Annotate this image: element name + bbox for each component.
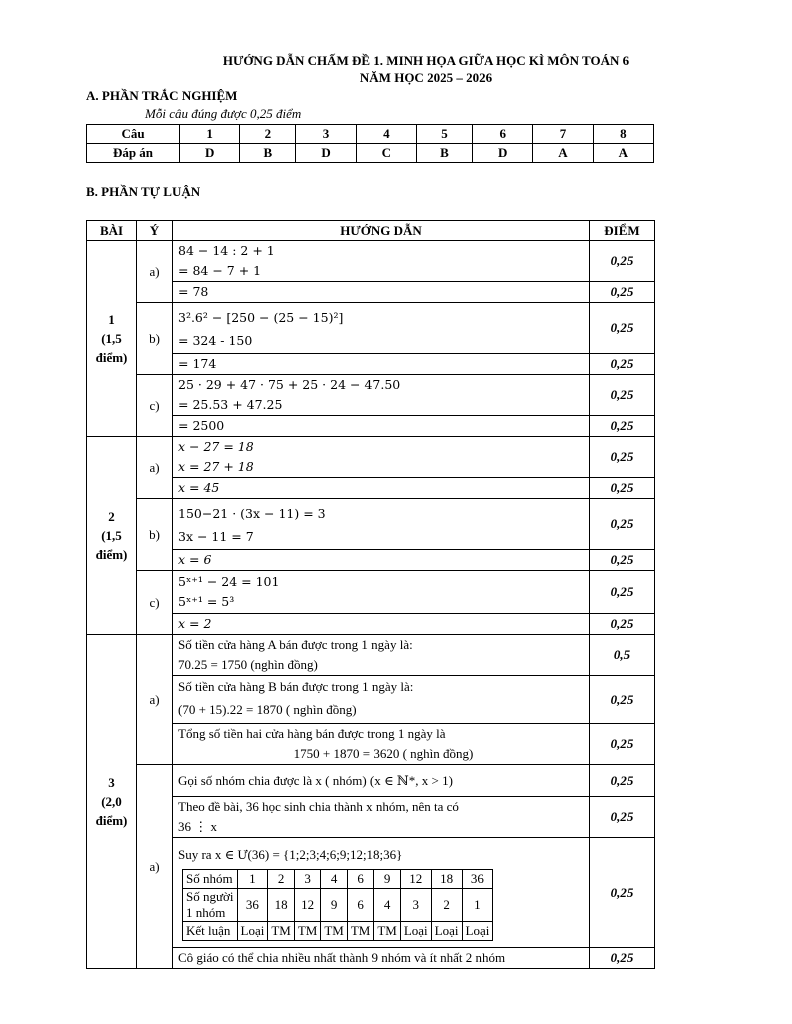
essay-header-row <box>87 221 655 241</box>
solution-line: = 324 - 150 <box>178 333 253 348</box>
divisor-table <box>182 869 493 941</box>
item-label: b) <box>137 499 173 571</box>
answer-letter: D <box>473 144 533 163</box>
item-label: c) <box>137 375 173 437</box>
solution-cell <box>173 437 590 478</box>
group-count: 1 <box>237 869 268 888</box>
question-number: 2 <box>240 125 296 144</box>
table-row <box>87 797 655 838</box>
solution-line: Suy ra x ∈ Ư(36) = {1;2;3;4;6;9;12;18;36} <box>178 846 403 862</box>
solution-line: 84 − 14 : 2 + 1 <box>178 243 275 258</box>
people-count: 36 <box>237 888 268 921</box>
answer-row-label: Đáp án <box>87 144 180 163</box>
item-label: a) <box>137 765 173 969</box>
bai-points: (1,5 <box>101 331 122 346</box>
table-row <box>87 550 655 571</box>
solution-cell <box>173 676 590 724</box>
group-count: 2 <box>268 869 295 888</box>
solution-cell <box>173 499 590 550</box>
doc-title-line2: NĂM HỌC 2025 – 2026 <box>359 70 493 85</box>
solution-line: x − 27 = 18 <box>178 439 254 454</box>
score-cell: 0,25 <box>590 354 655 375</box>
group-count: 36 <box>462 869 493 888</box>
bai-3-label <box>87 635 137 969</box>
answer-row <box>87 144 654 163</box>
bai-number: 2 <box>108 509 115 524</box>
group-count: 4 <box>321 869 348 888</box>
section-a-note: Mỗi câu đúng được 0,25 điểm <box>145 106 302 121</box>
solution-cell <box>173 797 590 838</box>
result-cell: Loại <box>400 921 431 940</box>
table-row <box>87 838 655 948</box>
divisor-table-row <box>183 888 493 921</box>
divisor-row-label: Số nhóm <box>183 869 238 888</box>
solution-line: = 174 <box>173 354 590 375</box>
solution-line: = 25.53 + 47.25 <box>178 397 283 412</box>
solution-line: = 78 <box>173 282 590 303</box>
answer-letter: D <box>180 144 240 163</box>
result-cell: Loại <box>237 921 268 940</box>
solution-line: x = 27 + 18 <box>178 459 254 474</box>
solution-line: Gọi số nhóm chia được là x ( nhóm) (x ∈ ℕ*, x > 1) <box>173 765 590 797</box>
question-number: 4 <box>356 125 416 144</box>
table-row <box>87 499 655 550</box>
people-count: 12 <box>294 888 321 921</box>
question-number: 6 <box>473 125 533 144</box>
bai-2-label <box>87 437 137 635</box>
bai-points-unit: điểm) <box>95 813 128 828</box>
question-number: 5 <box>416 125 472 144</box>
col-header-huong-dan: HƯỚNG DẪN <box>173 221 590 241</box>
people-count: 6 <box>347 888 374 921</box>
score-cell: 0,25 <box>590 375 655 416</box>
col-header-bai: BÀI <box>87 221 137 241</box>
section-b-heading: B. PHẦN TỰ LUẬN <box>86 184 201 199</box>
solution-line: Số tiền cửa hàng A bán được trong 1 ngày là: <box>178 637 413 652</box>
solution-line: = 84 − 7 + 1 <box>178 263 262 278</box>
divisor-table-row <box>183 869 493 888</box>
question-number: 1 <box>180 125 240 144</box>
bai-points-unit: điểm) <box>95 547 128 562</box>
item-label: a) <box>137 241 173 303</box>
people-count: 4 <box>374 888 401 921</box>
solution-line: 3².6² − [250 − (25 − 15)²] <box>178 310 344 325</box>
solution-line: (70 + 15).22 = 1870 ( nghìn đồng) <box>178 701 357 717</box>
col-header-diem: ĐIỂM <box>590 221 655 241</box>
solution-line: Tổng số tiền hai cửa hàng bán được trong 1 ngày là <box>178 726 446 741</box>
table-row <box>87 635 655 676</box>
doc-title-line1: HƯỚNG DẪN CHẤM ĐỀ 1. MINH HỌA GIỮA HỌC KÌ MÔN TOÁN 6 <box>222 53 630 68</box>
score-cell: 0,25 <box>590 765 655 797</box>
table-row <box>87 765 655 797</box>
group-count: 12 <box>400 869 431 888</box>
table-row <box>87 437 655 478</box>
table-row <box>87 416 655 437</box>
score-cell: 0,25 <box>590 416 655 437</box>
item-label: c) <box>137 571 173 635</box>
people-count: 2 <box>431 888 462 921</box>
score-cell: 0,5 <box>590 635 655 676</box>
table-row <box>87 676 655 724</box>
solution-line: 36 ⋮ x <box>178 819 217 834</box>
result-cell: TM <box>294 921 321 940</box>
solution-line: 150−21 · (3x − 11) = 3 <box>178 506 326 521</box>
solution-line: Cô giáo có thể chia nhiều nhất thành 9 nhóm và ít nhất 2 nhóm <box>173 948 590 969</box>
table-row <box>87 303 655 354</box>
table-row <box>87 282 655 303</box>
score-cell: 0,25 <box>590 676 655 724</box>
solution-line: 3x − 11 = 7 <box>178 529 254 544</box>
solution-cell <box>173 635 590 676</box>
solution-line: 5ˣ⁺¹ = 5³ <box>178 594 235 609</box>
solution-line: Số tiền cửa hàng B bán được trong 1 ngày là: <box>178 678 414 694</box>
divisor-table-row <box>183 921 493 940</box>
question-row-label: Câu <box>87 125 180 144</box>
solution-cell <box>173 241 590 282</box>
bai-number: 3 <box>108 775 115 790</box>
solution-line: x = 45 <box>173 478 590 499</box>
essay-grading-table <box>86 220 655 969</box>
table-row <box>87 614 655 635</box>
divisor-row-label-line: Số người <box>186 888 234 904</box>
score-cell: 0,25 <box>590 724 655 765</box>
answer-letter: A <box>533 144 593 163</box>
solution-line: Theo đề bài, 36 học sinh chia thành x nhóm, nên ta có <box>178 799 459 814</box>
solution-line: x = 6 <box>173 550 590 571</box>
table-row <box>87 724 655 765</box>
table-row <box>87 948 655 969</box>
divisor-row-label: Kết luận <box>183 921 238 940</box>
result-cell: TM <box>374 921 401 940</box>
score-cell: 0,25 <box>590 282 655 303</box>
divisor-row-label <box>183 888 238 921</box>
people-count: 3 <box>400 888 431 921</box>
answer-letter: B <box>240 144 296 163</box>
group-count: 6 <box>347 869 374 888</box>
question-number: 3 <box>296 125 356 144</box>
answer-letter: A <box>593 144 653 163</box>
question-number: 8 <box>593 125 653 144</box>
result-cell: Loại <box>431 921 462 940</box>
score-cell: 0,25 <box>590 614 655 635</box>
score-cell: 0,25 <box>590 241 655 282</box>
group-count: 9 <box>374 869 401 888</box>
col-header-y: Ý <box>137 221 173 241</box>
bai-points: (2,0 <box>101 794 122 809</box>
item-label: a) <box>137 437 173 499</box>
solution-line: x = 2 <box>173 614 590 635</box>
group-count: 18 <box>431 869 462 888</box>
score-cell: 0,25 <box>590 303 655 354</box>
answer-letter: B <box>416 144 472 163</box>
result-cell: TM <box>321 921 348 940</box>
score-cell: 0,25 <box>590 838 655 948</box>
item-label: b) <box>137 303 173 375</box>
solution-line: 70.25 = 1750 (nghìn đồng) <box>178 657 318 672</box>
people-count: 18 <box>268 888 295 921</box>
bai-points-unit: điểm) <box>95 350 128 365</box>
multiple-choice-table <box>86 124 654 163</box>
divisor-row-label-line: 1 nhóm <box>186 904 226 920</box>
score-cell: 0,25 <box>590 550 655 571</box>
table-row <box>87 478 655 499</box>
item-label: a) <box>137 635 173 765</box>
solution-line: 5ˣ⁺¹ − 24 = 101 <box>178 574 280 589</box>
question-row <box>87 125 654 144</box>
result-cell: Loại <box>462 921 493 940</box>
table-row <box>87 375 655 416</box>
bai-points: (1,5 <box>101 528 122 543</box>
question-number: 7 <box>533 125 593 144</box>
people-count: 9 <box>321 888 348 921</box>
score-cell: 0,25 <box>590 571 655 614</box>
table-row <box>87 571 655 614</box>
solution-cell <box>173 724 590 765</box>
solution-line: = 2500 <box>173 416 590 437</box>
result-cell: TM <box>268 921 295 940</box>
solution-line: 25 · 29 + 47 · 75 + 25 · 24 − 47.50 <box>178 377 401 392</box>
bai-number: 1 <box>108 312 115 327</box>
solution-cell <box>173 303 590 354</box>
solution-line: 1750 + 1870 = 3620 ( nghìn đồng) <box>293 746 474 761</box>
section-a-heading: A. PHẦN TRẮC NGHIỆM <box>86 88 238 103</box>
score-cell: 0,25 <box>590 797 655 838</box>
bai-1-label <box>87 241 137 437</box>
answer-letter: C <box>356 144 416 163</box>
solution-cell <box>173 571 590 614</box>
score-cell: 0,25 <box>590 478 655 499</box>
solution-cell <box>173 838 590 948</box>
table-row <box>87 241 655 282</box>
score-cell: 0,25 <box>590 437 655 478</box>
score-cell: 0,25 <box>590 499 655 550</box>
solution-cell <box>173 375 590 416</box>
people-count: 1 <box>462 888 493 921</box>
group-count: 3 <box>294 869 321 888</box>
table-row <box>87 354 655 375</box>
score-cell: 0,25 <box>590 948 655 969</box>
result-cell: TM <box>347 921 374 940</box>
answer-letter: D <box>296 144 356 163</box>
